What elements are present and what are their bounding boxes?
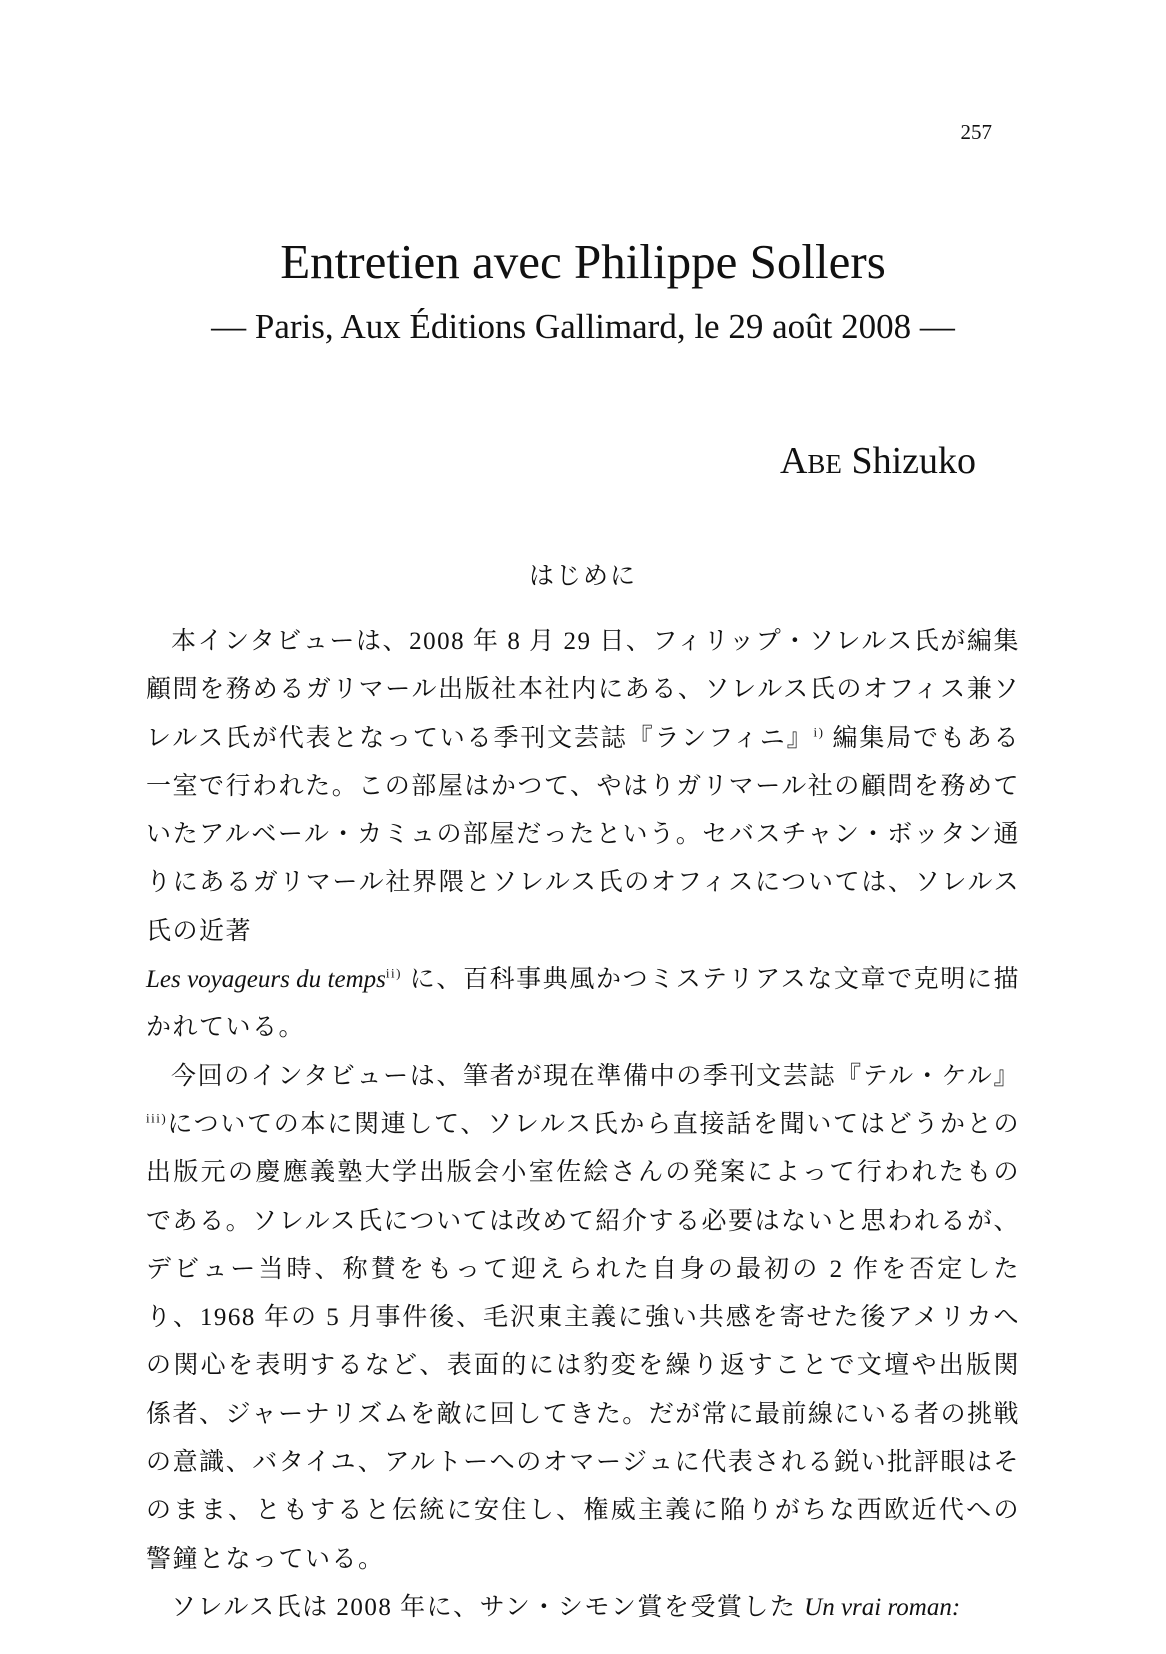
footnote-ref-iii: iii) (146, 1110, 168, 1126)
paragraph-3 (146, 1584, 1020, 1632)
paragraph-1-part-c: に、百科事典風かつミステリアスな文章で克明に描かれている。 (146, 966, 1020, 1042)
author-family-name: Abe (779, 440, 842, 482)
paragraph-1 (146, 618, 1020, 1053)
book-title-un-vrai-roman: Un vrai roman: (804, 1593, 961, 1621)
paragraph-1-part-b: 編集局でもある一室で行われた。この部屋はかつて、やはりガリマール社の顧問を務めていたアルベール・カミュの部屋だったという。セバスチャン・ボッタン通りにあるガリマール社界隈とソレルス氏のオフィスについては、ソレルス氏の近著 (146, 724, 1020, 945)
article-subtitle: — Paris, Aux Éditions Gallimard, le 29 août 2008 — (211, 307, 955, 346)
paragraph-2-part-b: についての本に関連して、ソレルス氏から直接話を聞いてはどうかとの出版元の慶應義塾大学出版会小室佐絵さんの発案によって行われたものである。ソレルス氏については改めて紹介する必要はないと思われるが、デビュー当時、称賛をもって迎えられた自身の最初の 2 作を否定したり、1968 年の 5 月事件後、毛沢東主義に強い共感を寄せた後アメリカへの関心を表明するなど、表面的には豹変を繰り返すことで文壇や出版関係者、ジャーナリズムを敵に回してきた。だが常に最前線にいる者の挑戦の意識、バタイユ、アルトーへのオマージュに代表される鋭い批評眼はそのまま、ともすると伝統に安住し、権威主義に陥りがちな西欧近代への警鐘となっている。 (146, 1110, 1020, 1573)
paragraph-3-part-a: ソレルス氏は 2008 年に、サン・シモン賞を受賞した (171, 1593, 805, 1621)
paragraph-2-part-a: 今回のインタビューは、筆者が現在準備中の季刊文芸誌『テル・ケル』 (171, 1062, 1020, 1090)
author-name (780, 437, 976, 485)
book-title-les-voyageurs: Les voyageurs du temps (146, 966, 386, 994)
article-title: Entretien avec Philippe Sollers (280, 234, 886, 289)
footnote-ref-i: i) (813, 724, 825, 740)
body-text (146, 618, 1020, 1632)
page-number: 257 (960, 120, 992, 144)
author-given-name: Shizuko (851, 440, 976, 482)
paragraph-2 (146, 1053, 1020, 1584)
section-heading: はじめに (528, 563, 637, 590)
footnote-ref-ii: ii) (385, 965, 402, 981)
paragraph-1-part-a: 本インタビューは、2008 年 8 月 29 日、フィリップ・ソレルス氏が編集顧問を務めるガリマール出版社本社内にある、ソレルス氏のオフィス兼ソレルス氏が代表となっている季刊文芸誌『ランフィニ』 (146, 628, 1020, 752)
